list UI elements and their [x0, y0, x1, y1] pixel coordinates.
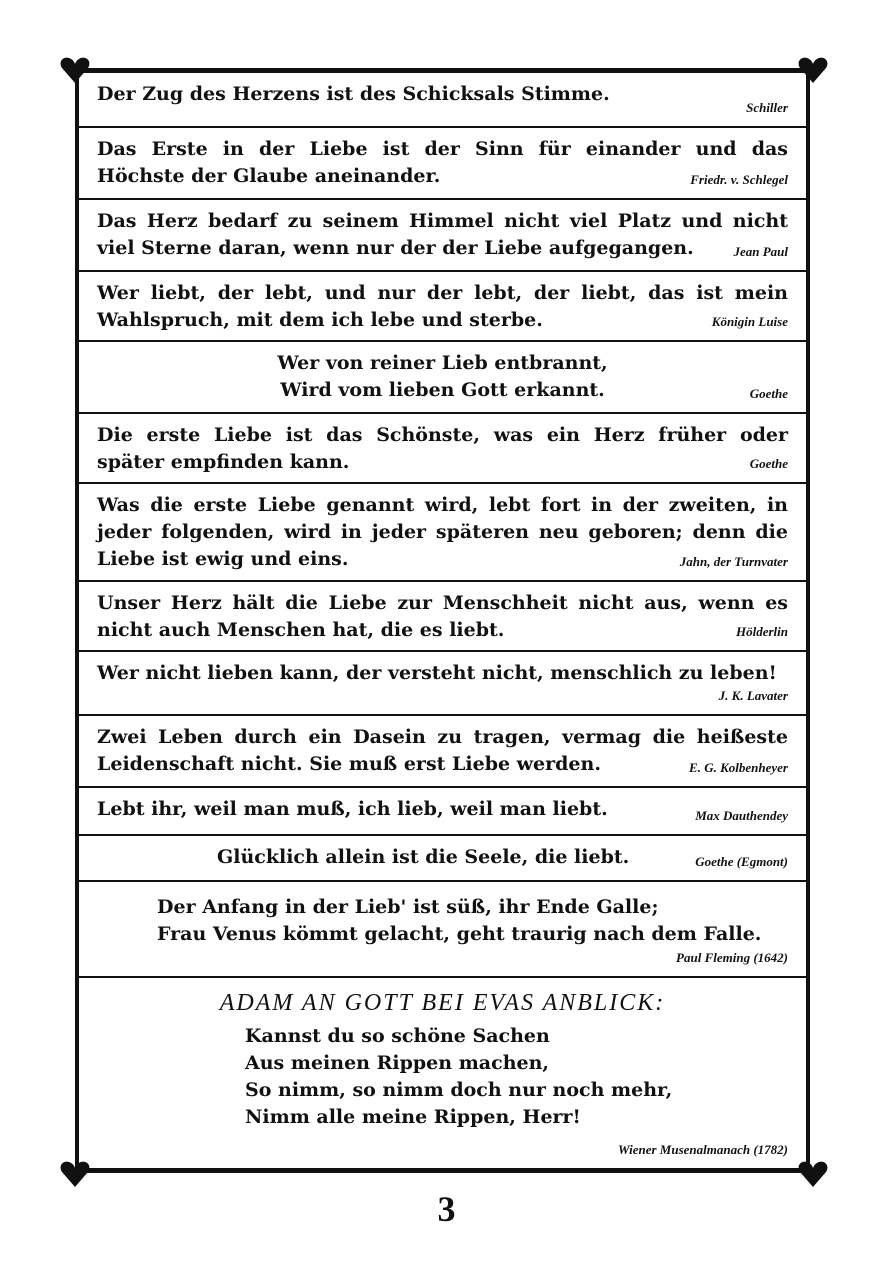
quote-text: Zwei Leben durch ein Dasein zu tragen, vermag die heißeste Leidenschaft nicht. Sie muß erst Liebe werden.	[97, 726, 788, 775]
quote-author: Friedr. v. Schlegel	[690, 172, 788, 187]
quote-block	[79, 582, 806, 652]
quote-author: Max Dauthendey	[695, 808, 788, 823]
quote-block	[79, 484, 806, 582]
quote-block	[79, 342, 806, 414]
quote-text: Der Zug des Herzens ist des Schicksals Stimme.	[97, 83, 610, 105]
quote-author: Goethe	[749, 456, 788, 471]
quote-author: Paul Fleming (1642)	[676, 950, 788, 965]
quote-author: Jahn, der Turnvater	[679, 554, 788, 569]
quote-block	[79, 652, 806, 716]
quote-text: Lebt ihr, weil man muß, ich lieb, weil man liebt.	[97, 798, 608, 820]
quote-author: Königin Luise	[711, 314, 788, 329]
quote-text: Glücklich allein ist die Seele, die liebt.	[217, 846, 630, 868]
quote-text: Unser Herz hält die Liebe zur Menschheit nicht aus, wenn es nicht auch Menschen hat, die es liebt.	[97, 592, 788, 641]
poem-line: Kannst du so schöne Sachen	[245, 1025, 550, 1047]
quote-line: Der Anfang in der Lieb' ist süß, ihr Ende Galle;	[157, 896, 659, 918]
poem-author: Wiener Musenalmanach (1782)	[618, 1142, 788, 1157]
quote-block	[79, 200, 806, 272]
poem-block	[79, 978, 806, 1168]
page-number: 3	[437, 1189, 456, 1229]
poem-line: Aus meinen Rippen machen,	[245, 1052, 550, 1074]
quote-block	[79, 788, 806, 836]
quote-line: Frau Venus kömmt gelacht, geht traurig nach dem Falle.	[157, 923, 762, 945]
quote-text: Die erste Liebe ist das Schönste, was ein Herz früher oder später empfinden kann.	[97, 424, 788, 473]
quote-author: Goethe (Egmont)	[695, 854, 788, 869]
poem-line: So nimm, so nimm doch nur noch mehr,	[245, 1079, 673, 1101]
quote-author: Goethe	[749, 386, 788, 401]
quote-block	[79, 73, 806, 128]
quote-list	[79, 73, 806, 1168]
quote-text: Das Herz bedarf zu seinem Himmel nicht viel Platz und nicht viel Sterne daran, wenn nur der der Liebe aufgegangen.	[97, 210, 788, 259]
quote-text: Das Erste in der Liebe ist der Sinn für einander und das Höchste der Glaube aneinander.	[97, 138, 788, 187]
quote-author: J. K. Lavater	[718, 688, 788, 703]
quote-line: Wer von reiner Lieb entbrannt,	[277, 352, 608, 374]
quote-block	[79, 836, 806, 882]
quote-block	[79, 716, 806, 788]
quote-block	[79, 272, 806, 342]
poem-line: Nimm alle meine Rippen, Herr!	[245, 1106, 581, 1128]
quote-text: Was die erste Liebe genannt wird, lebt fort in der zweiten, in jeder folgenden, wird in jeder späteren neu geboren; denn die Liebe ist ewig und eins.	[97, 494, 788, 570]
quote-author: Schiller	[746, 100, 788, 115]
quote-line: Wird vom lieben Gott erkannt.	[280, 379, 605, 401]
poem-title: ADAM AN GOTT BEI EVAS ANBLICK:	[219, 990, 666, 1016]
quote-author: Jean Paul	[733, 244, 788, 259]
quote-author: E. G. Kolbenheyer	[689, 760, 788, 775]
quote-text: Wer liebt, der lebt, und nur der lebt, der liebt, das ist mein Wahlspruch, mit dem ich lebe und sterbe.	[97, 282, 788, 331]
quote-author: Hölderlin	[735, 624, 788, 639]
quote-block	[79, 128, 806, 200]
quote-block	[79, 882, 806, 978]
quote-text: Wer nicht lieben kann, der versteht nicht, menschlich zu leben!	[97, 662, 777, 684]
quote-block	[79, 414, 806, 484]
